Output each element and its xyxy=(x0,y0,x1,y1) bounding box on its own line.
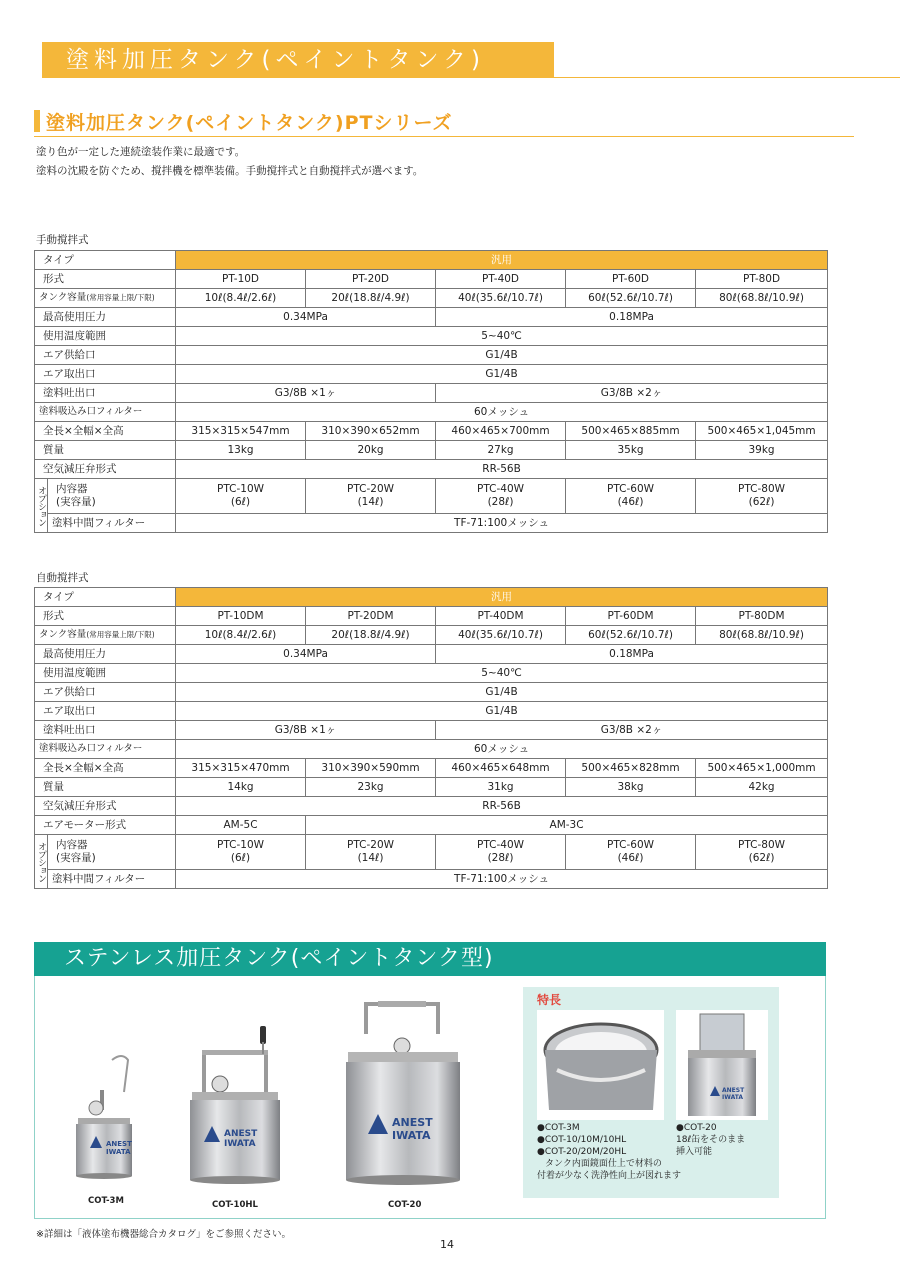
product-label-cot-3m: COT-3M xyxy=(88,1196,124,1206)
feature-line: 18ℓ缶をそのまま xyxy=(676,1135,746,1145)
tank-brand-1: ANEST xyxy=(722,1087,745,1094)
air-out-label: エア取出口 xyxy=(35,365,176,384)
regulator-cell: RR-56B xyxy=(176,460,828,479)
air-in-label: エア供給口 xyxy=(35,683,176,702)
dims-cell: 460×465×648mm xyxy=(436,759,566,778)
table-row xyxy=(35,740,828,759)
capacity-cell: 40ℓ(35.6ℓ/10.7ℓ) xyxy=(436,289,566,308)
table-row xyxy=(35,441,828,460)
paint-out-cell: G3/8B ×2ヶ xyxy=(436,721,828,740)
table-row xyxy=(35,683,828,702)
table-row xyxy=(35,422,828,441)
product-label-cot-10hl: COT-10HL xyxy=(212,1200,258,1210)
paint-out-cell: G3/8B ×2ヶ xyxy=(436,384,828,403)
temp-label: 使用温度範囲 xyxy=(35,664,176,683)
mass-cell: 38kg xyxy=(566,778,696,797)
inner-cap: (46ℓ) xyxy=(617,852,644,864)
inner-cap: (62ℓ) xyxy=(748,496,775,508)
paint-out-cell: G3/8B ×1ヶ xyxy=(176,384,436,403)
table-row xyxy=(35,835,828,870)
model-cell: PT-80D xyxy=(696,270,828,289)
inner-cell xyxy=(306,835,436,870)
inner-model: PTC-20W xyxy=(347,839,395,851)
table-row xyxy=(35,365,828,384)
table-row xyxy=(35,588,828,607)
inner-cap: (14ℓ) xyxy=(357,496,384,508)
section-title-text: 塗料加圧タンク(ペイントタンク)PTシリーズ xyxy=(46,112,453,134)
tank-brand-1: ANEST xyxy=(106,1140,132,1148)
temp-cell: 5~40℃ xyxy=(176,327,828,346)
inner-model: PTC-20W xyxy=(347,483,395,495)
manual-table-label: 手動撹拌式 xyxy=(36,234,89,246)
table-row xyxy=(35,721,828,740)
table-row xyxy=(35,403,828,422)
table-row xyxy=(35,270,828,289)
inner-model: PTC-10W xyxy=(217,839,265,851)
stainless-title: ステンレス加圧タンク(ペイントタンク型) xyxy=(64,946,494,971)
tank-brand-2: IWATA xyxy=(722,1094,744,1101)
table-row xyxy=(35,645,828,664)
inner-cell xyxy=(176,479,306,514)
feature-title: 特長 xyxy=(537,993,562,1007)
tank-interior-image xyxy=(537,1010,664,1120)
model-cell: PT-60DM xyxy=(566,607,696,626)
inner-cell xyxy=(436,835,566,870)
temp-label: 使用温度範囲 xyxy=(35,327,176,346)
mass-label: 質量 xyxy=(35,778,176,797)
inner-label-sub: (実容量) xyxy=(56,852,96,864)
type-label: タイプ xyxy=(35,251,176,270)
mass-cell: 27kg xyxy=(436,441,566,460)
table-row xyxy=(35,346,828,365)
inner-label-sub: (実容量) xyxy=(56,496,96,508)
tank-cot-3m-image xyxy=(62,1052,142,1187)
air-in-label: エア供給口 xyxy=(35,346,176,365)
mass-cell: 23kg xyxy=(306,778,436,797)
footnote: ※詳細は「液体塗布機器総合カタログ」をご参照ください。 xyxy=(36,1229,291,1240)
table-row xyxy=(35,778,828,797)
feature-line: ●COT-20 xyxy=(676,1123,717,1133)
dims-label: 全長×全幅×全高 xyxy=(35,759,176,778)
tank-brand-1: ANEST xyxy=(392,1116,433,1129)
capacity-note: (常用容量上限/下限) xyxy=(86,630,155,639)
feature-line: 付着が少なく洗浄性向上が図れます xyxy=(537,1171,682,1181)
dims-cell: 500×465×828mm xyxy=(566,759,696,778)
filter-cell: 60メッシュ xyxy=(176,403,828,422)
inner-model: PTC-40W xyxy=(477,839,525,851)
paint-out-label: 塗料吐出口 xyxy=(35,721,176,740)
mass-cell: 20kg xyxy=(306,441,436,460)
filter-label: 塗料吸込み口フィルター xyxy=(35,740,176,759)
model-cell: PT-10DM xyxy=(176,607,306,626)
table-row xyxy=(35,759,828,778)
mid-filter-cell: TF-71:100メッシュ xyxy=(176,870,828,889)
model-cell: PT-60D xyxy=(566,270,696,289)
inner-model: PTC-40W xyxy=(477,483,525,495)
table-row xyxy=(35,327,828,346)
pressure-cell: 0.18MPa xyxy=(436,308,828,327)
model-cell: PT-20DM xyxy=(306,607,436,626)
tank-brand-2: IWATA xyxy=(392,1129,431,1142)
auto-table-label: 自動撹拌式 xyxy=(36,572,89,584)
intro-line-1: 塗り色が一定した連続塗装作業に最適です。 xyxy=(36,146,246,158)
inner-cap: (28ℓ) xyxy=(487,852,514,864)
banner-rule xyxy=(554,77,900,78)
motor-cell: AM-3C xyxy=(306,816,828,835)
tank-brand-2: IWATA xyxy=(224,1139,256,1149)
dims-cell: 315×315×470mm xyxy=(176,759,306,778)
paint-out-label: 塗料吐出口 xyxy=(35,384,176,403)
dims-cell: 500×465×1,045mm xyxy=(696,422,828,441)
table-row xyxy=(35,384,828,403)
regulator-label: 空気減圧弁形式 xyxy=(35,460,176,479)
table-row xyxy=(35,797,828,816)
type-label: タイプ xyxy=(35,588,176,607)
type-value: 汎用 xyxy=(176,588,828,607)
feature-line: ●COT-10/10M/10HL xyxy=(537,1135,627,1145)
inner-model: PTC-80W xyxy=(738,839,786,851)
intro-line-2: 塗料の沈殿を防ぐため、撹拌機を標準装備。手動撹拌式と自動撹拌式が選べます。 xyxy=(36,165,424,177)
inner-model: PTC-60W xyxy=(607,839,655,851)
inner-cell xyxy=(696,479,828,514)
filter-cell: 60メッシュ xyxy=(176,740,828,759)
inner-label-text: 内容器 xyxy=(56,839,88,851)
inner-cap: (6ℓ) xyxy=(230,496,251,508)
air-in-cell: G1/4B xyxy=(176,346,828,365)
inner-cell xyxy=(306,479,436,514)
model-cell: PT-40D xyxy=(436,270,566,289)
inner-label-text: 内容器 xyxy=(56,483,88,495)
section-title-bar xyxy=(34,110,40,132)
table-row xyxy=(35,702,828,721)
capacity-cell: 60ℓ(52.6ℓ/10.7ℓ) xyxy=(566,626,696,645)
inner-label xyxy=(48,835,176,870)
model-label: 形式 xyxy=(35,607,176,626)
tank-brand-1: ANEST xyxy=(224,1129,258,1139)
feature-line: タンク内面鏡面仕上で材料の xyxy=(545,1159,662,1169)
air-out-label: エア取出口 xyxy=(35,702,176,721)
dims-cell: 460×465×700mm xyxy=(436,422,566,441)
table-row xyxy=(35,289,828,308)
mid-filter-label: 塗料中間フィルター xyxy=(48,514,176,533)
air-out-cell: G1/4B xyxy=(176,365,828,384)
air-in-cell: G1/4B xyxy=(176,683,828,702)
option-label: オプション xyxy=(35,479,48,533)
capacity-label xyxy=(35,289,176,308)
table-row xyxy=(35,514,828,533)
model-cell: PT-20D xyxy=(306,270,436,289)
mass-cell: 31kg xyxy=(436,778,566,797)
table-row xyxy=(35,626,828,645)
table-row xyxy=(35,664,828,683)
tank-cot-20-image xyxy=(338,994,468,1194)
capacity-cell: 80ℓ(68.8ℓ/10.9ℓ) xyxy=(696,626,828,645)
pressure-cell: 0.34MPa xyxy=(176,308,436,327)
table-row xyxy=(35,607,828,626)
page-number: 14 xyxy=(440,1238,454,1251)
product-label-cot-20: COT-20 xyxy=(388,1200,422,1210)
dims-cell: 310×390×590mm xyxy=(306,759,436,778)
type-value: 汎用 xyxy=(176,251,828,270)
table-row xyxy=(35,460,828,479)
model-cell: PT-80DM xyxy=(696,607,828,626)
table-row xyxy=(35,308,828,327)
model-cell: PT-10D xyxy=(176,270,306,289)
capacity-cell: 20ℓ(18.8ℓ/4.9ℓ) xyxy=(306,626,436,645)
dims-cell: 500×465×1,000mm xyxy=(696,759,828,778)
can-insert-image xyxy=(676,1010,768,1120)
inner-model: PTC-10W xyxy=(217,483,265,495)
inner-cell xyxy=(566,479,696,514)
dims-label: 全長×全幅×全高 xyxy=(35,422,176,441)
feature-line: ●COT-20/20M/20HL xyxy=(537,1147,627,1157)
capacity-cell: 60ℓ(52.6ℓ/10.7ℓ) xyxy=(566,289,696,308)
tank-cot-10hl-image xyxy=(180,1022,290,1192)
mass-cell: 35kg xyxy=(566,441,696,460)
mass-cell: 39kg xyxy=(696,441,828,460)
mid-filter-label: 塗料中間フィルター xyxy=(48,870,176,889)
inner-cell xyxy=(696,835,828,870)
table-row xyxy=(35,816,828,835)
capacity-cell: 20ℓ(18.8ℓ/4.9ℓ) xyxy=(306,289,436,308)
inner-cap: (46ℓ) xyxy=(617,496,644,508)
capacity-label-text: タンク容量 xyxy=(39,292,87,303)
top-banner xyxy=(42,42,554,78)
feature-line: ●COT-3M xyxy=(537,1123,580,1133)
pressure-label: 最高使用圧力 xyxy=(35,308,176,327)
capacity-cell: 10ℓ(8.4ℓ/2.6ℓ) xyxy=(176,626,306,645)
pressure-cell: 0.34MPa xyxy=(176,645,436,664)
inner-model: PTC-80W xyxy=(738,483,786,495)
feature-line: 挿入可能 xyxy=(676,1147,713,1157)
filter-label: 塗料吸込み口フィルター xyxy=(35,403,176,422)
auto-spec-table xyxy=(34,587,828,889)
inner-cell xyxy=(436,479,566,514)
dims-cell: 500×465×885mm xyxy=(566,422,696,441)
stainless-banner xyxy=(34,942,826,976)
paint-out-cell: G3/8B ×1ヶ xyxy=(176,721,436,740)
inner-cap: (62ℓ) xyxy=(748,852,775,864)
capacity-cell: 10ℓ(8.4ℓ/2.6ℓ) xyxy=(176,289,306,308)
mass-cell: 13kg xyxy=(176,441,306,460)
dims-cell: 315×315×547mm xyxy=(176,422,306,441)
manual-spec-table xyxy=(34,250,828,533)
tank-brand-2: IWATA xyxy=(106,1148,131,1156)
regulator-cell: RR-56B xyxy=(176,797,828,816)
inner-cell xyxy=(176,835,306,870)
option-label: オプション xyxy=(35,835,48,889)
inner-cap: (6ℓ) xyxy=(230,852,251,864)
inner-cell xyxy=(566,835,696,870)
pressure-label: 最高使用圧力 xyxy=(35,645,176,664)
inner-label xyxy=(48,479,176,514)
capacity-note: (常用容量上限/下限) xyxy=(86,293,155,302)
model-cell: PT-40DM xyxy=(436,607,566,626)
mid-filter-cell: TF-71:100メッシュ xyxy=(176,514,828,533)
inner-model: PTC-60W xyxy=(607,483,655,495)
mass-cell: 14kg xyxy=(176,778,306,797)
model-label: 形式 xyxy=(35,270,176,289)
temp-cell: 5~40℃ xyxy=(176,664,828,683)
dims-cell: 310×390×652mm xyxy=(306,422,436,441)
mass-cell: 42kg xyxy=(696,778,828,797)
table-row xyxy=(35,870,828,889)
capacity-label-text: タンク容量 xyxy=(39,629,87,640)
motor-label: エアモーター形式 xyxy=(35,816,176,835)
regulator-label: 空気減圧弁形式 xyxy=(35,797,176,816)
capacity-cell: 40ℓ(35.6ℓ/10.7ℓ) xyxy=(436,626,566,645)
inner-cap: (28ℓ) xyxy=(487,496,514,508)
mass-label: 質量 xyxy=(35,441,176,460)
inner-cap: (14ℓ) xyxy=(357,852,384,864)
table-row xyxy=(35,251,828,270)
section-title xyxy=(34,108,854,137)
table-row xyxy=(35,479,828,514)
capacity-label xyxy=(35,626,176,645)
banner-title: 塗料加圧タンク(ペイントタンク) xyxy=(66,47,486,73)
pressure-cell: 0.18MPa xyxy=(436,645,828,664)
motor-cell: AM-5C xyxy=(176,816,306,835)
air-out-cell: G1/4B xyxy=(176,702,828,721)
capacity-cell: 80ℓ(68.8ℓ/10.9ℓ) xyxy=(696,289,828,308)
